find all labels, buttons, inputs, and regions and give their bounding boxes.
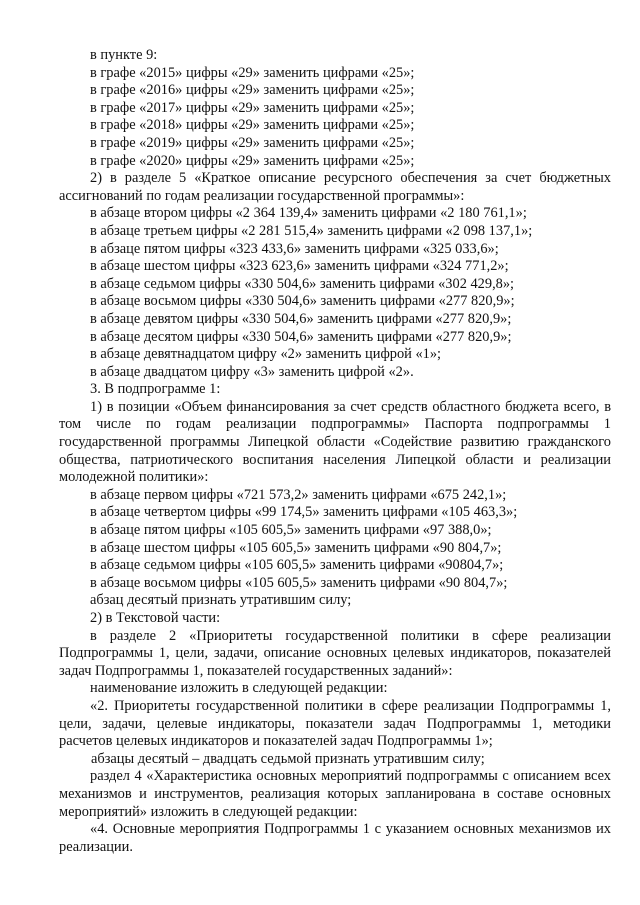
paragraph-text-part: 2) в Текстовой части: (90, 610, 221, 626)
paragraph-abzac-10-27: абзацы десятый – двадцать седьмой признать утратившим силу; (91, 750, 485, 767)
paragraph-column-2017: в графе «2017» цифры «29» заменить цифрами «25»; (90, 99, 415, 116)
paragraph-new-section-2-title: «2. Приоритеты государственной политики в сфере реализации Подпрограммы 1, цели, задачи, целевые индикаторы, показатели задач Подпрограммы 1, методики расчетов целевых индикаторов и показателей задач Подпрограммы 1»; (59, 697, 611, 750)
paragraph-abzac-19: в абзаце девятнадцатом цифру «2» заменить цифрой «1»; (90, 346, 442, 363)
paragraph-point-9: в пункте 9: (90, 47, 158, 63)
paragraph-new-section-4-title: «4. Основные мероприятия Подпрограммы 1 с указанием основных механизмов их реализации. (59, 821, 611, 855)
paragraph-sub-abzac-5: в абзаце пятом цифры «105 605,5» заменить цифрами «97 388,0»; (90, 522, 492, 539)
paragraph-section-2: в разделе 2 «Приоритеты государственной политики в сфере реализации Подпрограммы 1, цели, задачи, описание основных целевых индикаторов, показателей задач Подпрограммы 1, показателей государственных заданий»: (59, 627, 611, 679)
paragraph-sub-abzac-7: в абзаце седьмом цифры «105 605,5» заменить цифрами «90804,7»; (90, 557, 504, 574)
paragraph-abzac-5: в абзаце пятом цифры «323 433,6» заменить цифрами «325 033,6»; (90, 240, 499, 257)
paragraph-column-2016: в графе «2016» цифры «29» заменить цифрами «25»; (90, 82, 415, 99)
paragraph-sub-abzac-8: в абзаце восьмом цифры «105 605,5» заменить цифрами «90 804,7»; (90, 574, 508, 591)
paragraph-abzac-7: в абзаце седьмом цифры «330 504,6» заменить цифрами «302 429,8»; (90, 275, 515, 292)
paragraph-column-2020: в графе «2020» цифры «29» заменить цифрами «25»; (90, 152, 415, 169)
paragraph-abzac-9: в абзаце девятом цифры «330 504,6» заменить цифрами «277 820,9»; (90, 310, 512, 327)
paragraph-abzac-10: в абзаце десятом цифры «330 504,6» заменить цифрами «277 820,9»; (90, 328, 512, 345)
paragraph-abzac-3: в абзаце третьем цифры «2 281 515,4» заменить цифрами «2 098 137,1»; (90, 222, 533, 239)
paragraph-abzac-6: в абзаце шестом цифры «323 623,6» заменить цифрами «324 771,2»; (90, 258, 509, 275)
paragraph-abzac-2: в абзаце втором цифры «2 364 139,4» заменить цифрами «2 180 761,1»; (90, 205, 527, 222)
paragraph-sub-abzac-6: в абзаце шестом цифры «105 605,5» заменить цифрами «90 804,7»; (90, 539, 502, 556)
paragraph-sub-abzac-4: в абзаце четвертом цифры «99 174,5» заменить цифрами «105 463,3»; (90, 504, 518, 521)
paragraph-subprogram-1-heading: 3. В подпрограмме 1: (90, 381, 221, 398)
paragraph-sub-abzac-10: абзац десятый признать утратившим силу; (90, 592, 352, 609)
paragraph-name-edit: наименование изложить в следующей редакции: (90, 680, 388, 697)
paragraph-column-2018: в графе «2018» цифры «29» заменить цифрами «25»; (90, 117, 415, 134)
document-page (59, 47, 611, 856)
paragraph-abzac-20: в абзаце двадцатом цифру «3» заменить цифрой «2». (90, 363, 414, 380)
paragraph-section-5: 2) в разделе 5 «Краткое описание ресурсного обеспечения за счет бюджетных ассигнований по годам реализации государственной программы»: (59, 170, 611, 204)
paragraph-section-4: раздел 4 «Характеристика основных мероприятий подпрограммы с описанием всех механизмов и инструментов, реализация которых запланирована в составе основных мероприятий» изложить в следующей редакции: (59, 768, 611, 820)
paragraph-abzac-8: в абзаце восьмом цифры «330 504,6» заменить цифрами «277 820,9»; (90, 293, 515, 310)
paragraph-column-2019: в графе «2019» цифры «29» заменить цифрами «25»; (90, 134, 415, 151)
paragraph-sub-abzac-1: в абзаце первом цифры «721 573,2» заменить цифрами «675 242,1»; (90, 486, 507, 503)
paragraph-column-2015: в графе «2015» цифры «29» заменить цифрами «25»; (90, 64, 415, 81)
paragraph-financing-position: 1) в позиции «Объем финансирования за счет средств областного бюджета всего, в том числе по годам реализации подпрограммы» Паспорта подпрограммы 1 государственной программы Липецкой области «Содействие развитию гражданского общества, патриотического воспитания населения Липецкой области и реализации молодежной политики»: (59, 398, 611, 486)
